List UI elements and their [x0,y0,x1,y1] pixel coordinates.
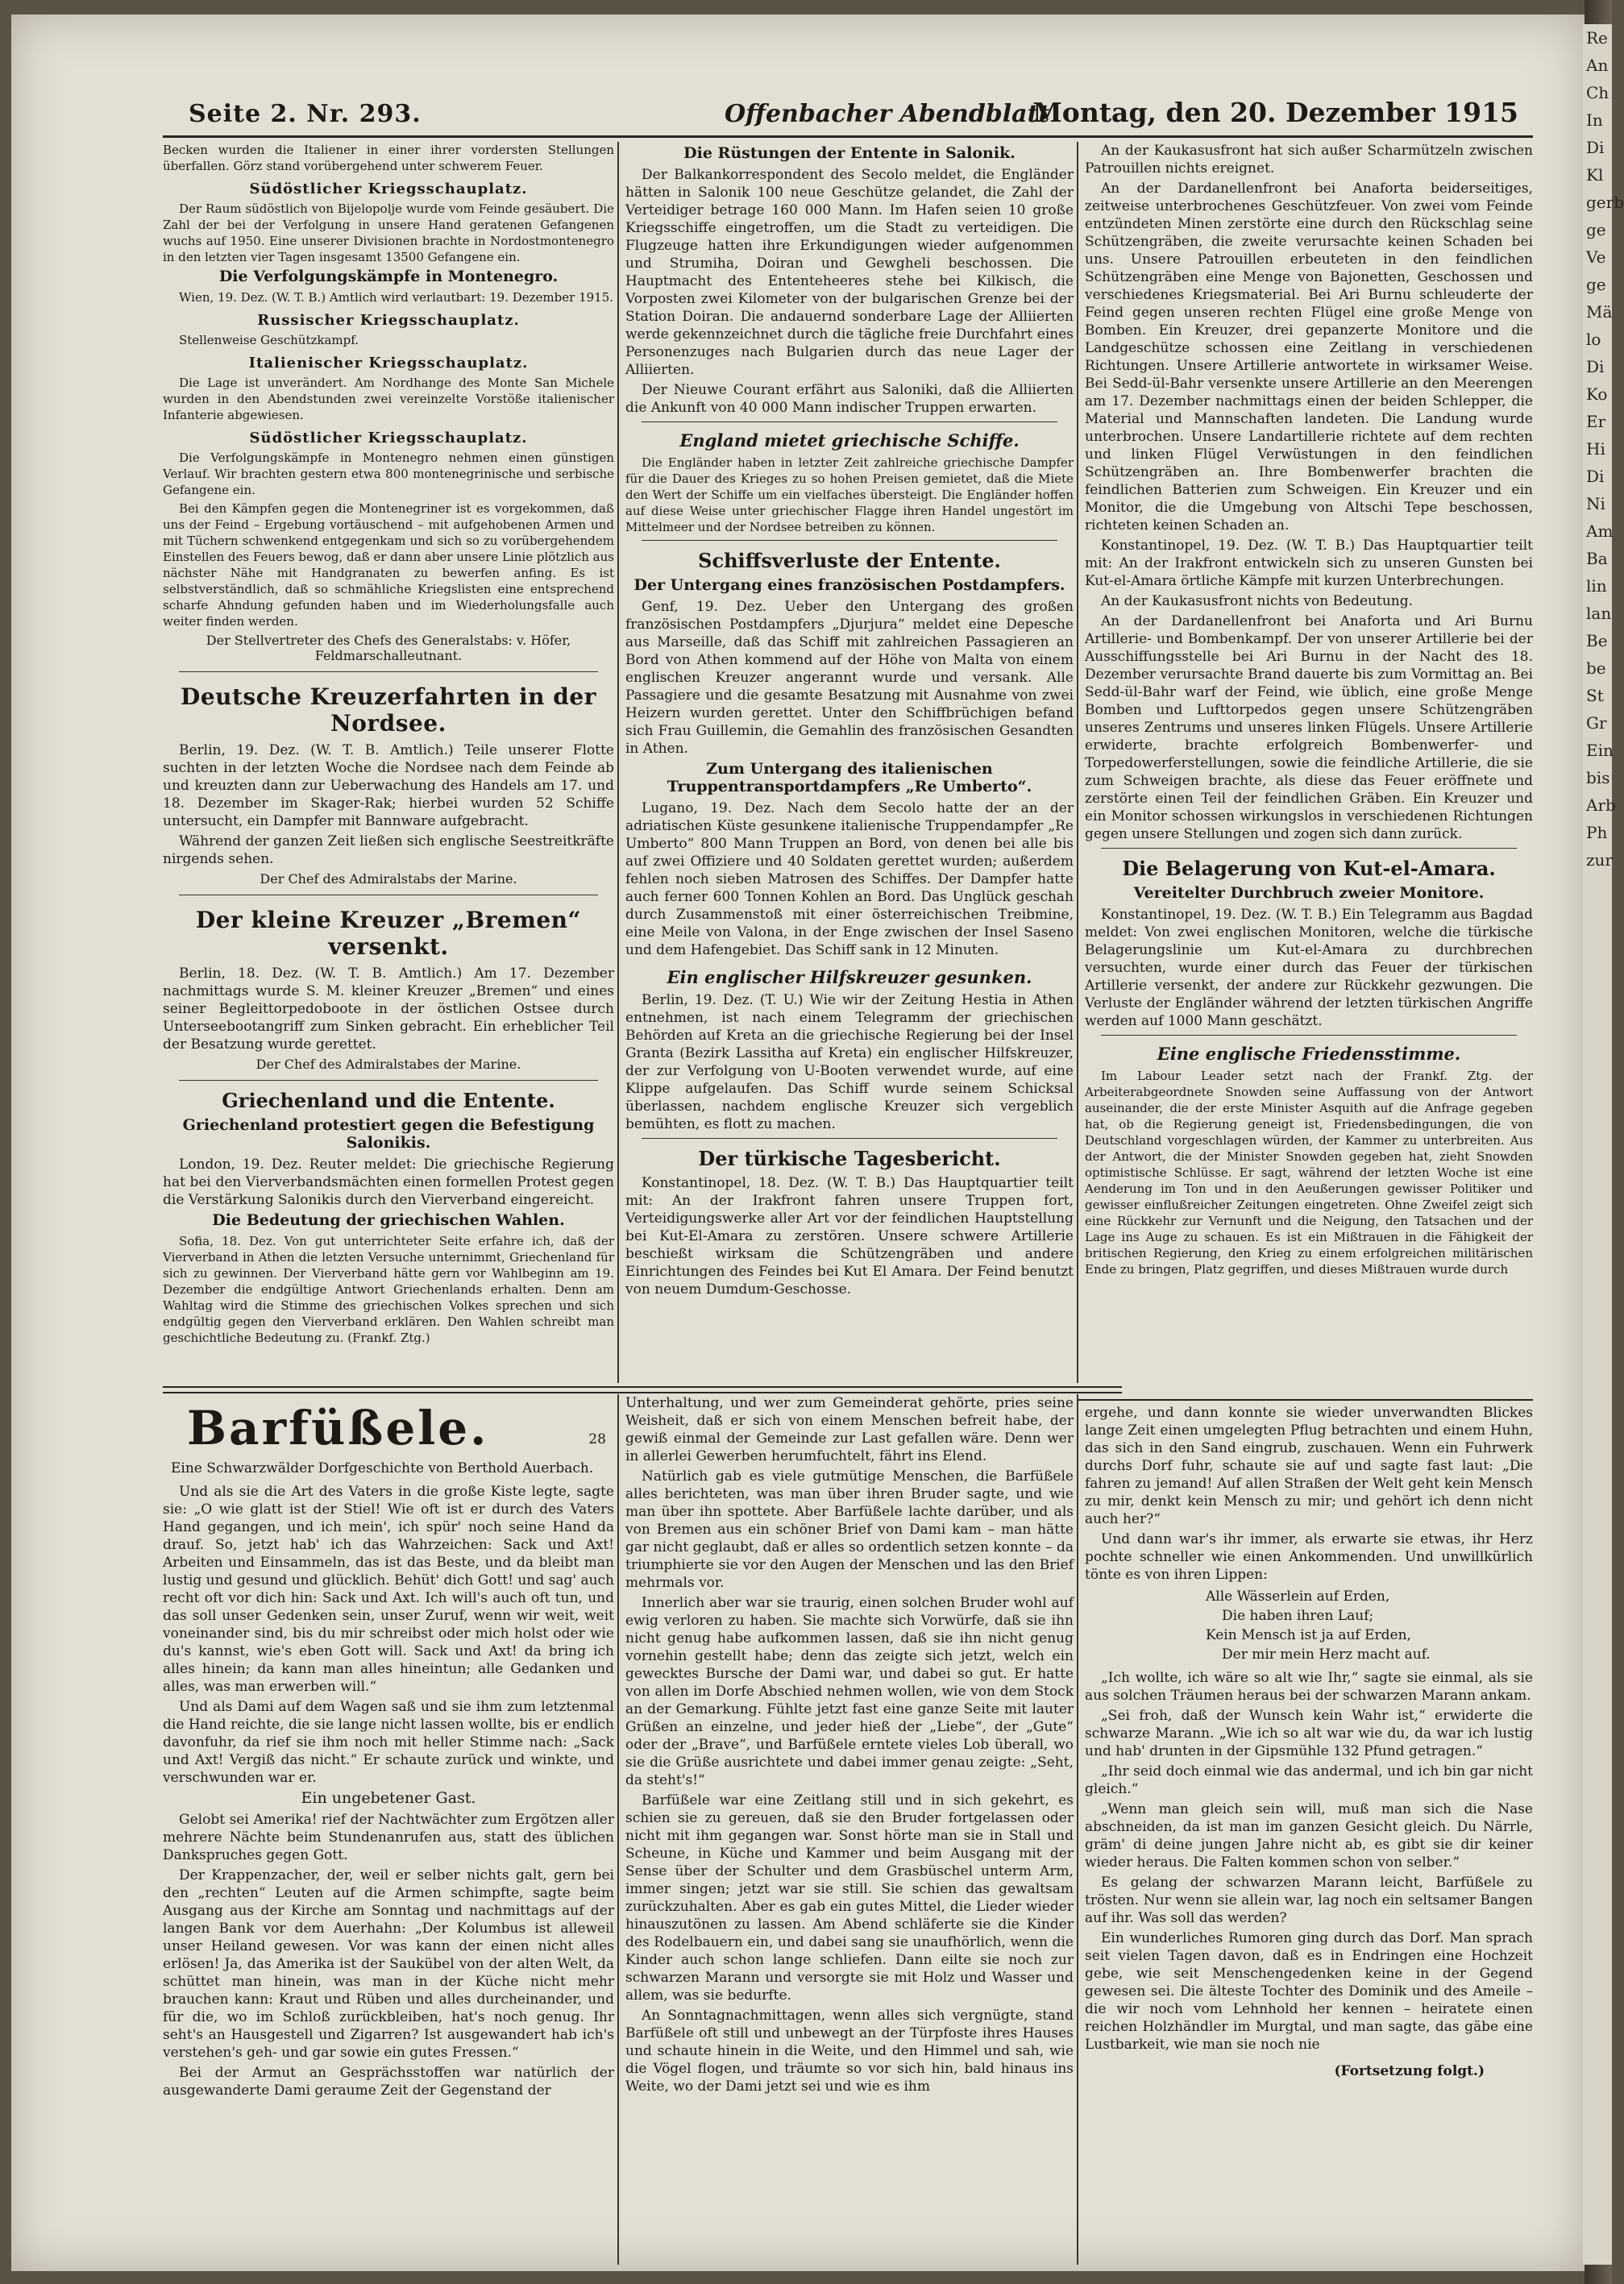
divider [642,1138,1057,1139]
col1-intro: Becken wurden die Italiener in einer ihrer vordersten Stellungen überfallen. Görz stand vorübergehend unter schwerem Feuer. [163,143,614,173]
fragment: be [1586,658,1606,678]
wien-text: Wien, 19. Dez. (W. T. B.) Amtlich wird verlautbart: 19. Dezember 1915. [179,290,614,305]
kut-text: Konstantinopel, 19. Dez. (W. T. B.) Ein Telegramm aus Bagdad meldet: Von zwei englischen Monitoren, welche die türkische Belagerungslinie um Kut-el-Amara zu durchbrechen versuchten, wurde einer durch das Feuer der türkischen Artillerie versenkt, der andere zur Rückkehr gezwungen. Die Verluste der Engländer während der letzten türkischen Angriffe werden auf 1000 Mann geschätzt. [1085,907,1533,1029]
verse-line: Der mir mein Herz macht auf. [1222,1647,1431,1663]
col3-text-4: An der Kaukasusfront nichts von Bedeutung. [1101,593,1414,609]
salonik-text-2: Der Nieuwe Courant erfährt aus Saloniki, daß die Alliierten die Ankunft von 40 000 Mann indischer Truppen erwarten. [625,382,1074,416]
divider [1101,1035,1517,1036]
story-column-2 [625,1394,1074,2265]
next-page-edge [1583,24,1624,2265]
england-headline: England mietet griechische Schiffe. [679,430,1020,451]
ital-text: Die Lage ist unverändert. Am Nordhange des Monte San Michele wurden in den Abendstunden zwei vereinzelte Vorstöße italienischer Infanterie abgewiesen. [163,376,614,422]
turk-headline: Der türkische Tagesbericht. [698,1147,1001,1170]
hilfs-headline: Ein englischer Hilfskreuzer gesunken. [667,967,1032,987]
fragment: Ein [1586,741,1614,760]
wahlen-headline: Die Bedeutung der griechischen Wahlen. [212,1211,565,1229]
col3-text-5: An der Dardanellenfront bei Anaforta und Ari Burnu Artillerie- und Bombenkampf. Der von unserer Artillerie bei der Ausschiffungsstelle bei Ari Burnu in der Nacht des 18. Dezember verursachte Brand dauerte bis zum Vormittag an. Bei Sedd-ül-Bahr warf der Feind, wie üblich, eine große Menge Bomben und Lufttorpedos gegen unsere Schützengräben unseres Zentrums und unseres linken Flügels. Unsere Artillerie erwiderte, brachte erfolgreich Bombenwerfer- und Torpedowerferstellungen, sowie die feindliche Artillerie, die sie zum Schweigen brachte, als diese das Feuer eröffnete und zerstörte einen Teil der feindlichen Gräben. Ein Kreuzer und ein Monitor schossen wirkungslos in verschiedenen Richtungen gegen unsere Stellungen und zogen sich dann zurück. [1085,613,1533,842]
bremen-text: Berlin, 18. Dez. (W. T. B. Amtlich.) Am 17. Dezember nachmittags wurde S. M. kleiner Kreuzer „Bremen“ und eines seiner Begleittorpedoboote in der östlichen Ostsee durch Unterseebootangriff zum Sinken gebracht. Ein erheblicher Teil der Besatzung wurde gerettet. [163,966,614,1053]
story-column-1 [163,1394,614,2265]
col3-text-1: An der Kaukasusfront hat sich außer Scharmützeln zwischen Patrouillen nichts ereignet. [1085,143,1533,176]
verse-line: Die haben ihren Lauf; [1222,1608,1374,1624]
story-paragraph: Und dann war's ihr immer, als erwarte sie etwas, ihr Herz pochte schneller wie einen Ankommenden. Und unwillkürlich tönte es von ihren Lippen: [1085,1531,1533,1583]
sudost2-signature: Der Stellvertreter des Chefs des Generalstabs: v. Höfer, Feldmarschalleutnant. [206,633,571,663]
fragment: lan [1586,604,1612,623]
frieden-headline: Eine englische Friedensstimme. [1157,1044,1461,1064]
griechen-subheadline: Griechenland protestiert gegen die Befestigung Salonikis. [182,1116,595,1152]
column-rule [617,142,619,1383]
kreuzer-signature: Der Chef des Admiralstabs der Marine. [260,871,517,887]
column-rule [617,1394,619,2265]
issue-date: Montag, den 20. Dezember 1915 [1032,97,1518,128]
header-rule [163,135,1533,138]
newspaper-page [11,15,1585,2271]
sudost2-text-1: Die Verfolgungskämpfe in Montenegro nehmen einen günstigen Verlauf. Wir brachten gestern etwa 800 montenegrinische und serbische Gefangene ein. [163,451,614,497]
divider [1101,848,1517,849]
kreuzer-headline: Deutsche Kreuzerfahrten in der Nordsee. [181,683,596,737]
griechen-text: London, 19. Dez. Reuter meldet: Die griechische Regierung hat bei den Vierverbandsmächten einen formellen Protest gegen die Verstärkung Salonikis durch den Vierverband eingereicht. [163,1157,614,1208]
story-paragraph: Unterhaltung, und wer zum Gemeinderat gehörte, pries seine Weisheit, daß er sich von einem Menschen befreit habe, der gewiß einmal der Gemeinde zur Last gefallen wäre. Denn wer in allerlei Gewerben herumfuchtelt, fährt ins Elend. [625,1395,1074,1464]
story-paragraph: Gelobt sei Amerika! rief der Nachtwächter zum Ergötzen aller mehrere Nächte beim Stundenanrufen aus, statt des üblichen Dankspruches gegen Gott. [163,1812,614,1863]
story-paragraph: Und als sie die Art des Vaters in die große Kiste legte, sagte sie: „O wie glatt ist der Stiel! Wie oft ist er durch des Vaters Hand gegangen, und ich mein', ich spür' noch seine Hand da drauf. So, jetzt hab' ich das Wahrzeichen: Sack und Axt! Arbeiten und Einsammeln, das ist das Beste, und da bleibt man lustig und gesund und glücklich. Behüt' dich Gott! und sag' auch recht oft vor dich hin: Sack und Axt. Ich will's auch oft tun, und das soll unser Gedenken sein, unser Zuruf, wenn wir weit, weit voneinander sind, bis du mir schreibst oder mich holst oder wie du's kannst, wie's eben Gott will. Sack und Axt! da bring ich alles hinein; da kann man alles hineintun; alle Gedanken und alles, was man erwerben will.“ [163,1484,614,1695]
montenegro-heading: Die Verfolgungskämpfe in Montenegro. [218,268,559,285]
fragment: Ko [1586,384,1608,404]
divider [179,1080,598,1081]
fragment: Re [1586,28,1608,48]
story-paragraph: Es gelang der schwarzen Marann leicht, Barfüßele zu trösten. Nur wenn sie allein war, lag noch ein seltsamer Bangen auf ihr. Was soll das werden? [1085,1875,1533,1926]
page-header [164,92,1535,129]
fragment: Hi [1586,439,1605,459]
col3-text-2: An der Dardanellenfront bei Anaforta beiderseitiges, zeitweise unterbrochenes Geschützfeuer. Von zwei vom Feinde entzündeten Minen zerstörte eine durch den Rückschlag seine Schützengräben, die zweite verursachte keinen Schaden bei uns. Unsere Patrouillen erbeuteten in den feindlichen Schützengräben eine Menge von Bajonetten, Geschossen und verschiedenes Kriegsmaterial. Bei Ari Burnu schleuderte der Feind gegen unseren rechten Flügel eine große Menge von Bomben. Ein Kreuzer, drei gepanzerte Monitore und die Landgeschütze schossen eine Zeitlang in verschiedenen Richtungen. Unsere Artillerie antwortete in wirksamer Weise. Bei Sedd-ül-Bahr versenkte unsere Artillerie an den Meerengen am 17. Dezember nachmittags einen der beiden Schlepper, die Material und Mannschaften landeten. Die Landung wurde unterbrochen. Unsere Landartillerie richtete auf dem rechten und linken Flügel Verwüstungen in den feindlichen Schützengräben an. Ihre Bombenwerfer brachten die feindlichen Batterien zum Schweigen. Ein Kreuzer und ein Monitor, die die Umgebung von Altschi Tepe beschossen, richteten keinen Schaden an. [1085,181,1533,534]
schiffs-headline: Schiffsverluste der Entente. [698,549,1001,572]
fragment: ge [1586,220,1606,239]
fragment: Gr [1586,713,1607,733]
griechen-headline: Griechenland und die Entente. [222,1089,555,1112]
page-label: Seite 2. Nr. 293. [189,100,422,128]
story-paragraph: Der Krappenzacher, der, weil er selber nichts galt, gern bei den „rechten“ Leuten auf die Armen schimpfte, sagte beim Ausgang aus der Kirche am Sonntag und nachmittags auf der langen Bank vor dem Auerhahn: „Der Kolumbus ist alleweil unser Heiland gewesen. Vor was kann der einen nicht alles erlösen! Ja, das Amerika ist der Saukübel von der alten Welt, da schüttet man hinein, was man in der Küche nicht mehr brauchen kann: Kraut und Rüben und alles durcheinander, und für die, wo im Schloß zurückbleiben, hat's noch genug. Ihr seht's an Hausgestell und Zigarren? Ist ausgewandert hab ich's verstehen's geh- und gar sowie ein gutes Fressen.“ [163,1867,614,2061]
fragment: Ni [1586,494,1605,513]
fragment: Ba [1586,549,1608,568]
story-title: Barfüßele. [187,1401,489,1456]
story-paragraph: Natürlich gab es viele gutmütige Menschen, die Barfüßele alles berichteten, was man über ihren Bruder sagte, und wie man über ihn spottete. Aber Barfüßele lachte darüber, und als von Bremen aus ein schöner Brief von Dami kam – man hätte gar nicht geglaubt, daß er alles so ordentlich setzen konnte – da triumphierte sie vor den Augen der Menschen und las den Brief mehrmals vor. [625,1468,1074,1591]
fragment: gerb [1586,193,1624,212]
gast-heading: Ein ungebetener Gast. [301,1789,476,1807]
fragment: Kl [1586,165,1604,185]
story-paragraph: „Sei froh, daß der Wunsch kein Wahr ist,“ erwiderte die schwarze Marann. „Wie ich so alt war wie du, da war ich lustig und hab' drunten in der Gipsmühle 132 Pfund getragen.“ [1085,1708,1533,1759]
story-paragraph: Ein wunderliches Rumoren ging durch das Dorf. Man sprach seit vielen Tagen davon, daß es in Endringen eine Hochzeit gebe, wie seit Menschengedenken keine in der Gegend gewesen sei. Die älteste Tochter des Dominik und des Ameile – die wir noch vom Lehnhold her kennen – heiratete einen reichen Holzhändler im Murgtal, und man sagte, das gäbe eine Lustbarkeit, wie man sie noch nie [1085,1930,1533,2053]
sudost2-heading: Südöstlicher Kriegsschauplatz. [249,430,528,446]
story-column-3 [1085,1404,1533,2265]
story-byline: Eine Schwarzwälder Dorfgeschichte von Berthold Auerbach. [171,1460,594,1476]
feuilleton-rule [163,1386,1122,1393]
fragment: In [1586,110,1603,130]
ital-heading: Italienischer Kriegsschauplatz. [248,355,529,372]
fragment: Di [1586,357,1605,376]
kut-headline: Die Belagerung von Kut-el-Amara. [1122,857,1496,880]
england-text: Die Engländer haben in letzter Zeit zahlreiche griechische Dampfer für die Dauer des Krieges zu so hohen Preisen gemietet, daß die Miete den Wert der Schiffe um ein vielfaches übersteigt. Die Engländer hoffen auf diese Weise unter griechischer Flagge ihren Handel ungestört im Mittelmeer und der Nordsee betreiben zu können. [625,455,1074,534]
story-paragraph: Barfüßele war eine Zeitlang still und in sich gekehrt, es schien sie zu gereuen, daß sie den Bruder fortgelassen oder nicht mit ihm gegangen war. Sonst hörte man sie in Stall und Scheune, in Küche und Kammer und beim Ausgang mit der Sense über der Schulter und dem Grasbüschel unterm Arm, immer singen; jetzt war sie still. Sie schien das gewaltsam zurückzuhalten. Aber es gab ein gutes Mittel, die Lieder wieder hinauszutönen zu lassen. Am Abend schläferte sie die Kinder des Rodelbauern ein, und dabei sang sie unaufhörlich, wenn die Kinder auch schon lange schliefen. Dann eilte sie noch zur schwarzen Marann und versorgte sie mit Holz und Wasser und allem, was sie bedurfte. [625,1792,1074,2004]
fragment: An [1586,56,1609,75]
story-paragraph: An Sonntagnachmittagen, wenn alles sich vergnügte, stand Barfüßele oft still und unbewegt an der Türpfoste ihres Hauses und schaute hinein in die Weite, und den Himmel und sah, wie die Vögel flogen, und träumte so vor sich hin, bald hinaus ins Weite, wo der Dami jetzt sei und wie es ihm [625,2008,1074,2095]
story-number: 28 [588,1431,606,1447]
fragment: Ch [1586,83,1609,102]
divider [642,540,1057,541]
paper-name: Offenbacher Abendblatt [725,100,1050,128]
fragment: Mä [1586,302,1613,322]
fragment: Er [1586,412,1606,431]
fragment: lo [1586,330,1601,349]
fragment: bis [1586,768,1610,787]
fragment: Ve [1586,247,1606,267]
divider [179,671,598,672]
hilfs-text: Berlin, 19. Dez. (T. U.) Wie wir der Zeitung Hestia in Athen entnehmen, ist nach einem Telegramm der griechischen Behörden auf Kreta an die griechische Regierung bei der Insel Granta (Bezirk Lassitha auf Kreta) ein englischer Hilfskreuzer, der zur Verfolgung von U-Booten verwendet wurde, auf eine Klippe aufgelaufen. Das Schiff wurde seinem Schicksal überlassen, nachdem englische Kreuzer sich vergeblich bemühten, es flott zu machen. [625,992,1074,1132]
bremen-headline: Der kleine Kreuzer „Bremen“ versenkt. [195,907,582,960]
salonik-text-1: Der Balkankorrespondent des Secolo meldet, die Engländer hätten in Salonik 100 neue Geschütze gelandet, die Zahl der Verteidiger betrage 160 000 Mann. Im Hafen seien 10 große Kriegsschiffe eingetroffen, um die Stadt zu verteidigen. Die Flugzeuge hatten ihre Erkundigungen wieder aufgenommen und Strumiha, Doiran und Gewgheli beschossen. Die Hauptmacht des Ententeheeres stehe bei Kilkisch, die Vorposten zwei Kilometer von der bulgarischen Grenze bei der Station Doiran. Die andauernd sonderbare Lage der Alliierten werde gekennzeichnet durch die tägliche freie Durchfahrt eines Personenzuges nach Bulgarien durch das neue Lager der Alliierten. [625,167,1074,378]
sudost-text: Der Raum südöstlich von Bijelopolje wurde vom Feinde gesäubert. Die Zahl der bei der Verfolgung in unsere Hand geratenen Gefangenen wuchs auf 1950. Eine unserer Divisionen brachte in Nordostmontenegro in den letzten vier Tagen insgesamt 13500 Gefangene ein. [163,201,614,264]
verse-line: Kein Mensch ist ja auf Erden, [1206,1627,1411,1643]
kut-subheadline: Vereitelter Durchbruch zweier Monitore. [1133,884,1485,902]
column-3 [1085,142,1533,1394]
column-1 [163,142,614,1383]
story-paragraph: ergehe, und dann konnte sie wieder unverwandten Blickes lange Zeit einen umgelegten Pflug betrachten und einem Huhn, das sich in den Sand eingrub, zuschauen. Wenn ein Fuhrwerk durchs Dorf fuhr, schaute sie auf und sagte fast laut: „Die fahren zu jemand! Auf allen Straßen der Welt geht kein Mensch zu mir, denkt kein Mensch zu mir; und gehört ich denn nicht auch her?“ [1085,1405,1533,1527]
bremen-signature: Der Chef des Admiralstabes der Marine. [255,1057,521,1072]
fragment: Be [1586,631,1608,650]
russ-text: Stellenweise Geschützkampf. [179,333,359,347]
fragment: Di [1586,467,1605,486]
fragment: Am [1586,521,1614,541]
column-rule [1077,1394,1078,2265]
umberto-text: Lugano, 19. Dez. Nach dem Secolo hatte der an der adriatischen Küste gesunkene italienische Truppendampfer „Re Umberto“ 800 Mann Truppen an Bord, von denen bei alle bis auf zwei Offiziere und 40 Soldaten gerettet wurden; außerdem fehlen noch sieben Matrosen des Schiffes. Der Dampfer hatte auch ferner 600 Tonnen Kohlen an Bord. Das Unglück geschah durch Zusammenstoß mit einer österreichischen Treibmine, eine Meile von Valona, in der Enge zwischen der Insel Saseno und dem Hafengebiet. Das Schiff sank in 12 Minuten. [625,800,1074,958]
fragment: Ph [1586,823,1608,842]
continued-note: (Fortsetzung folgt.) [1334,2063,1485,2079]
column-2 [625,142,1074,1383]
turk-text: Konstantinopel, 18. Dez. (W. T. B.) Das Hauptquartier teilt mit: An der Irakfront fahren unsere Truppen fort, Verteidigungswerke aller Art vor der feindlichen Hauptstellung bei Kut-El-Amara zu zerstören. Unsere schwere Artillerie beschießt wirksam die Schützengräben und andere Einrichtungen des Feindes bei Kut El Amara. Der Feind benutzt von neuem Dumdum-Geschosse. [625,1175,1074,1298]
salonik-headline: Die Rüstungen der Entente in Salonik. [683,144,1016,162]
russ-heading: Russischer Kriegsschauplatz. [257,312,520,329]
umberto-headline: Zum Untergang des italienischen Truppentransportdampfers „Re Umberto“. [667,760,1032,795]
col3-text-3: Konstantinopel, 19. Dez. (W. T. B.) Das Hauptquartier teilt mit: An der Irakfront entwickeln sich zu unseren Gunsten bei Kut-el-Amara örtliche Kämpfe mit kurzen Unterbrechungen. [1085,538,1533,589]
story-paragraph: „Wenn man gleich sein will, muß man sich die Nase abschneiden, da ist man im ganzen Gesicht gleich. Du Närrle, gräm' di deine jungen Jahre nicht ab, es gibt sie dir keiner wieder heraus. Die Falten kommen schon von selber.“ [1085,1801,1533,1871]
kreuzer-text-2: Während der ganzen Zeit ließen sich englische Seestreitkräfte nirgends sehen. [163,833,614,867]
story-paragraph: „Ich wollte, ich wäre so alt wie Ihr,“ sagte sie einmal, als sie aus solchen Träumen heraus bei der schwarzen Marann ankam. [1085,1670,1533,1704]
schiffs-subheadline: Der Untergang eines französischen Postdampfers. [633,576,1065,594]
story-paragraph: Innerlich aber war sie traurig, einen solchen Bruder wohl auf ewig verloren zu haben. Sie machte sich Vorwürfe, daß sie ihn nicht genug habe aufkommen lassen, daß sie ihn nicht genug vornehin gestellt habe; denn das zeigte sich jetzt, welch ein gewecktes Bursche der Dami war, und dabei so gut. Er hatte von allen im Dorfe Abschied nehmen wollen, wie von dem Stock an der Gemarkung. Fühlte jetzt fast eine ganze Seite mit lauter Grüßen an einzelne, und jeder hieß der „Liebe“, der „Gute“ oder der „Brave“, und Barfüßele erntete vieles Lob überall, wo sie die Grüße ausrichtete und dabei immer genau zeigte: „Seht, da steht's!“ [625,1595,1074,1788]
feuilleton-rule [1077,1399,1533,1401]
sudost-heading: Südöstlicher Kriegsschauplatz. [249,181,528,197]
story-verse [1085,1587,1533,1664]
fragment: ge [1586,275,1606,294]
story-paragraph: „Ihr seid doch einmal wie das andermal, und ich bin gar nicht gleich.“ [1085,1763,1533,1797]
fragment: St [1586,686,1604,705]
verse-line: Alle Wässerlein auf Erden, [1206,1588,1390,1605]
column-rule [1077,142,1078,1383]
fragment: zur [1586,850,1613,870]
wahlen-text: Sofia, 18. Dez. Von gut unterrichteter Seite erfahre ich, daß der Vierverband in Athen die letzten Versuche unternimmt, Griechenland für sich zu gewinnen. Der Vierverband hätte gern vor Wahlbeginn am 19. Dezember die endgültige Antwort Griechenlands erhalten. Denn am Wahltag wird die Stimme des griechischen Volkes sprechen und sich endgültig gegen den Vierverband erklären. Den Wahlen schreibt man geschichtliche Bedeutung zu. (Frankf. Ztg.) [163,1234,614,1345]
sudost2-text-2: Bei den Kämpfen gegen die Montenegriner ist es vorgekommen, daß uns der Feind – Ergebung vortäuschend – mit aufgehobenen Armen und mit Tüchern schwenkend entgegenkam und sich so zu vorübergehendem Einstellen des Feuers bewog, daß er dann aber unsere Linie plötzlich aus nächster Nähe mit Handgranaten zu bewerfen anfing. Es ist selbstverständlich, daß so schmähliche Kriegslisten eine entsprechend scharfe Ahndung gefunden haben und im Wiederholungsfalle auch weiter finden werden. [163,501,614,629]
fragment: Di [1586,138,1605,157]
kreuzer-text-1: Berlin, 19. Dez. (W. T. B. Amtlich.) Teile unserer Flotte suchten in der letzten Woche die Nordsee nach dem Feinde ab und kreuzten dann zur Ueberwachung des Handels am 17. und 18. Dezember im Skager-Rak; hierbei wurden 52 Schiffe untersucht, ein Dampfer mit Bannware aufgebracht. [163,742,614,829]
fragment: lin [1586,576,1607,596]
frieden-text: Im Labour Leader setzt nach der Frankf. Ztg. der Arbeiterabgeordnete Snowden seine Auffassung von der Antwort auseinander, die der erste Minister Asquith auf die Anfrage gegeben hat, ob die Regierung geneigt ist, Friedensbedingungen, die von Deutschland vorgeschlagen würden, der Kammer zu unterbreiten. Aus der Antwort, die der Minister Snowden gegeben hat, zieht Snowden optimistische Schlüsse. Er sagt, während der letzten Woche ist eine Aenderung im Ton und in den Aeußerungen gewisser Politiker und gewisser einflußreicher Zeitungen eingetreten. Ohne Zweifel zeigt sich eine Rückkehr zur Vernunft und die Neigung, den Tatsachen und der Lage ins Auge zu schauen. Es ist ein Mißtrauen in die Fähigkeit der britischen Regierung, den Krieg zu einem erfolgreichen militärischen Ende zu bringen, Platz gegriffen, und dieses Mißtrauen wurde durch [1085,1069,1533,1277]
story-paragraph: Und als Dami auf dem Wagen saß und sie ihm zum letztenmal die Hand reichte, die sie lange nicht lassen wollte, bis er endlich davonfuhr, da rief sie ihm noch mit heller Stimme nach: „Sack und Axt! Vergiß das nicht.“ Er schaute zurück und winkte, und verschwunden war er. [163,1699,614,1786]
schiffs-text: Genf, 19. Dez. Ueber den Untergang des großen französischen Postdampfers „Djurjura“ meldet eine Depesche aus Marseille, daß das Schiff mit zahlreichen Passagieren an Bord von Athen kommend auf der Höhe von Malta von einem englischen Kreuzer angerannt wurde und versank. Alle Passagiere und die gesamte Besatzung mit Ausnahme von zwei Heizern wurden gerettet. Unter den Schiffbrüchigen befand sich Frau Guillemin, die Gemahlin des französischen Gesandten in Athen. [625,599,1074,757]
story-paragraph: Bei der Armut an Gesprächsstoffen war natürlich der ausgewanderte Dami geraume Zeit der Gegenstand der [163,2065,614,2099]
fragment: Arb [1586,795,1616,815]
